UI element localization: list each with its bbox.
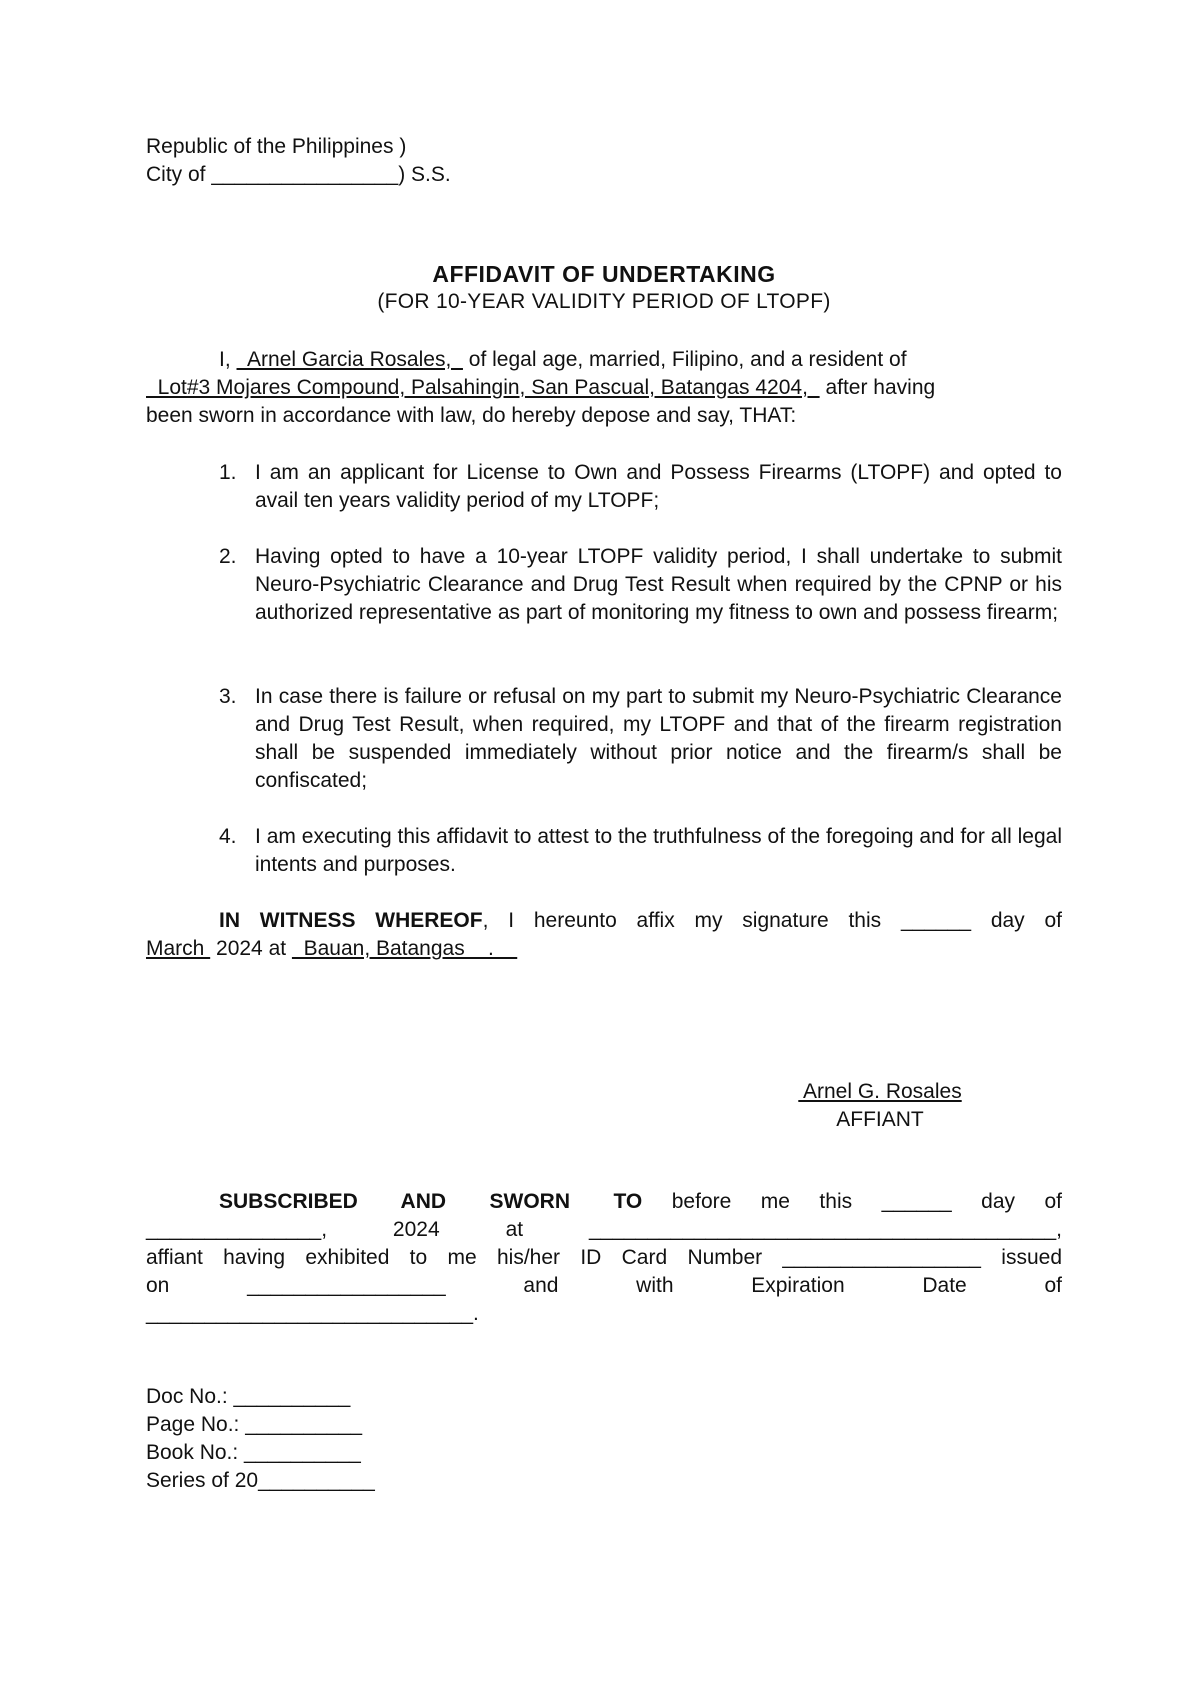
list-item-number: 3. [219,685,237,708]
list-item-text: I am an applicant for License to Own and Possess Firearms (LTOPF) and opted to avail ten years validity period of my LTOPF; [255,461,1062,512]
witness-paragraph [146,907,1062,963]
venue-block [146,133,1062,189]
venue-city: City of ________________) S.S. [146,163,451,186]
affiant-role: AFFIANT [836,1108,924,1131]
jurat-rest: before me this ______ day of [642,1190,1062,1213]
intro-paragraph [146,346,1062,430]
intro-after: after having [819,376,936,399]
book-no: Book No.: __________ [146,1441,361,1464]
document-subtitle: (FOR 10-YEAR VALIDITY PERIOD OF LTOPF) [377,290,831,313]
list-item-number: 2. [219,545,237,568]
document-title: AFFIDAVIT OF UNDERTAKING [432,261,776,287]
jurat-line-3: affiant having exhibited to me his/her ID Card Number _________________ issued [146,1246,1062,1269]
list-item-text: I am executing this affidavit to attest to the truthfulness of the foregoing and for all legal intents and purposes. [255,825,1062,876]
intro-line-3: been sworn in accordance with law, do hereby depose and say, THAT: [146,404,797,427]
intro-mid: of legal age, married, Filipino, and a resident of [462,348,907,371]
list-item-number: 4. [219,825,237,848]
witness-line-2 [146,935,1062,963]
witness-line-1 [146,907,1062,935]
jurat-line-4: on _________________ and with Expiration Date of [146,1274,1062,1297]
list-item-text: In case there is failure or refusal on my part to submit my Neuro-Psychiatric Clearance and Drug Test Result, when required, my LTOPF and that of the firearm registration shall be suspended immediately without prior notice and the firearm/s shall be confiscated; [255,685,1062,792]
affiant-full-name: Arnel Garcia Rosales, [236,348,463,371]
venue-republic: Republic of the Philippines ) [146,135,407,158]
jurat-line-2: _______________, 2024 at ________________________________________, [146,1218,1062,1241]
list-item [219,459,1062,515]
list-item-number: 1. [219,461,237,484]
witness-rest: , I hereunto affix my signature this ______ day of [482,909,1062,932]
series-of: Series of 20__________ [146,1469,375,1492]
jurat-line-1 [146,1188,1062,1216]
heading-block [146,260,1062,316]
witness-place: Bauan, Batangas . [291,937,518,960]
list-item [219,683,1062,795]
witness-bold: IN WITNESS WHEREOF [219,909,483,932]
affiant-address: Lot#3 Mojares Compound, Palsahingin, San Pascual, Batangas 4204, [146,376,820,399]
intro-line-2 [146,374,1062,402]
intro-i: I, [219,348,231,371]
notarial-block [146,1383,1062,1495]
witness-month: March [146,937,211,960]
list-item [219,543,1062,627]
intro-line-1 [146,346,1062,374]
affiant-signature-name: Arnel G. Rosales [798,1080,962,1103]
page-no: Page No.: __________ [146,1413,363,1436]
doc-no: Doc No.: __________ [146,1385,351,1408]
jurat-paragraph [146,1188,1062,1328]
list-item [219,823,1062,879]
witness-year: 2024 at [210,937,292,960]
jurat-line-5: ____________________________. [146,1302,479,1325]
list-item-text: Having opted to have a 10-year LTOPF validity period, I shall undertake to submit Neuro-Psychiatric Clearance and Drug Test Result when required by the CPNP or his authorized representative as part of monitoring my fitness to own and possess firearm; [255,545,1062,624]
jurat-bold: SUBSCRIBED AND SWORN TO [219,1190,643,1213]
signature-block [760,1078,1000,1134]
